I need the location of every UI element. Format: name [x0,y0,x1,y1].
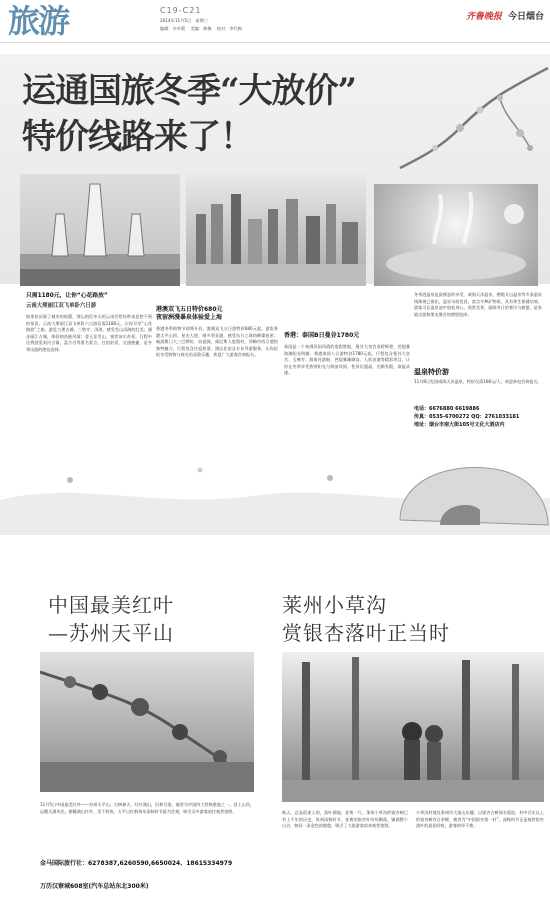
tianping-photo [40,652,254,792]
staff-credits [160,26,242,32]
edition-name: 今日烟台 [507,12,544,22]
hotspring-drawing [374,184,538,286]
designer-credit: 美编：林梅 [190,26,212,31]
xiaocao-title-line1: 莱州小草沟 [282,593,387,617]
lead-title-line2: 特价线路来了！ [22,117,253,157]
contact-address: 地址：烟台市南大街105号文化大酒店内 [414,422,505,428]
issue-weekday: 星期三 [195,18,209,23]
tianping-address: 万历汉寮城608室(汽车总站东北300米) [40,883,149,890]
col1-heading: 只需1180元，让你“心花路放” [26,293,108,299]
page-header [0,0,550,43]
col1-body: 如果你厌倦了城市的喧嚣，那么相信冬天的云南会给你带来意想不到的惊喜。云南大理丽江双飞单卧六日游仅需1180元，让你尽享“心花路放”之旅。游览大理古城、三塔寺、洱海，感受苍山洱海的壮美；漫步丽江古城，体验纳西族风情；登玉龙雪山，观赏冰川奇景。行程中还将游览束河古镇、蓝月谷等著名景点，住宿舒适，交通便捷，是冬季出游的绝佳选择。 [26,314,152,352]
tianping-title-line2: —苏州天平山 [48,621,174,645]
lead-photo-pagodas [20,174,180,286]
col3-body: 泰国是一个充满异国风情的度假胜地，曼谷大皇宫金碧辉煌，芭提雅海滩阳光明媚。香港泰国八日游特价1780元起，行程包含曼谷大皇宫、玉佛寺、湄南河游船、芭提雅珊瑚岛、人妖表演等精彩项目，让你在冬季享受热带阳光与海滨风情，性价比超高，名额有限，欲报从速。 [284,344,410,376]
lead-photo-harbor [186,174,366,286]
col3-intro-body [284,292,410,332]
proof-credit: 校对：李代梅 [216,26,242,31]
igloo-snow-drawing [0,440,550,535]
editor-credit: 编辑：许卓莉 [160,26,186,31]
newspaper-masthead [466,9,544,22]
newspaper-name: 齐鲁晚报 [465,12,502,22]
tianping-agency: 金马国际旅行社：6278387,6260590,6650024、18615334979 [40,860,233,867]
xiaocao-title-line2: 赏银杏落叶正当时 [282,621,450,645]
harbor-drawing [186,174,366,286]
issue-date-text: 2014年11月5日 [160,18,192,23]
lead-banner [0,54,550,284]
col3-heading: 香港：泰国B日曼谷1780元 [284,332,360,339]
col4-hot-body: 11月8日发团威海天沐温泉，特价仅需168元/人，欢迎来电咨询报名。 [414,379,542,384]
tianping-caption: 11月5日中国最美红叶——苏州天平山，古树参天，红叶满山，层林尽染，被誉为中国四大赏枫胜地之一。登上山顶，远眺太湖风光，俯瞰满山红叶，美不胜收。天平山红枫每年深秋时节最为壮观，吸引众多游客前往观赏拍照。 [40,802,254,814]
article-column-1 [26,292,152,402]
page-range: C19-C21 [160,6,202,15]
contact-phone: 电话：6676880 6619886 [414,406,480,412]
ginkgo-drawing [282,652,544,802]
col4-hot-heading: 温泉特价游 [414,368,449,376]
col1-subheading: 云南大理丽江双飞单卧六日游 [26,303,97,309]
issue-date [160,18,208,24]
pagoda-drawing [20,174,180,286]
tianping-title-line1: 中国最美红叶 [48,593,174,617]
section-title: 旅游 [8,2,69,40]
red-leaf-drawing [40,652,254,792]
article-column-2 [156,292,278,422]
lead-photo-hotspring [374,184,538,286]
xiaocao-body-left: 秋天，总是很迷人的，落叶满地，金黄一片。莱州小草沟的银杏树已有上千年的历史，每到深秋时节，金黄的银杏叶纷纷飘落，铺满整个山谷，如同一条金色的地毯，吸引了大批游客前来观赏拍照。 [282,810,408,829]
snow-scene-decoration [0,440,550,535]
col2-heading-b: 夜宿洲漫暴泉体验爱上海 [156,314,223,321]
col2-heading-a: 港澳双飞五日特价680元 [156,306,223,313]
story-tianpingshan [0,540,270,924]
col4-body: 冬季泡温泉是最惬意的享受。威海天沐温泉、栖霞艾山温泉等多条温泉线路现已推出，温泉水质优良，富含多种矿物质，具有养生保健功效。游客可在温泉池中放松身心，欣赏美景，驱除冬日的寒冷与疲惫，是家庭出游和朋友聚会的理想选择。 [414,292,542,317]
plum-branch-illustration [380,58,550,178]
story-xiaocaogou [276,540,550,924]
lead-title-line1: 运通国旅冬季“大放价” [22,71,357,111]
xiaocao-photo [282,652,544,802]
col2-body: 香港冬季购物节即将开启，港澳双飞五日游特价680元起。游览香港太平山顶、星光大道、维多利亚港，感受东方之珠的璀璨夜景；畅游澳门大三巴牌坊、妈祖阁、威尼斯人度假村，领略中西合璧的独特魅力。行程包含往返机票、酒店住宿及专业导游服务，让你轻松享受购物与观光的双重乐趣，欢迎广大游客咨询报名。 [156,326,278,358]
article-column-3 [284,292,410,422]
contact-fax: 传真：0535-6700272 QQ：2761033181 [414,414,520,420]
xiaocao-body-right: 小草沟村地处莱州市大基山东麓，以银杏古树闻名遐迩，村中百年以上的银杏树有百余棵，被誉为“中国银杏第一村”。深秋时节正是观赏银杏落叶的最佳时机，游客络绎不绝。 [416,810,544,829]
